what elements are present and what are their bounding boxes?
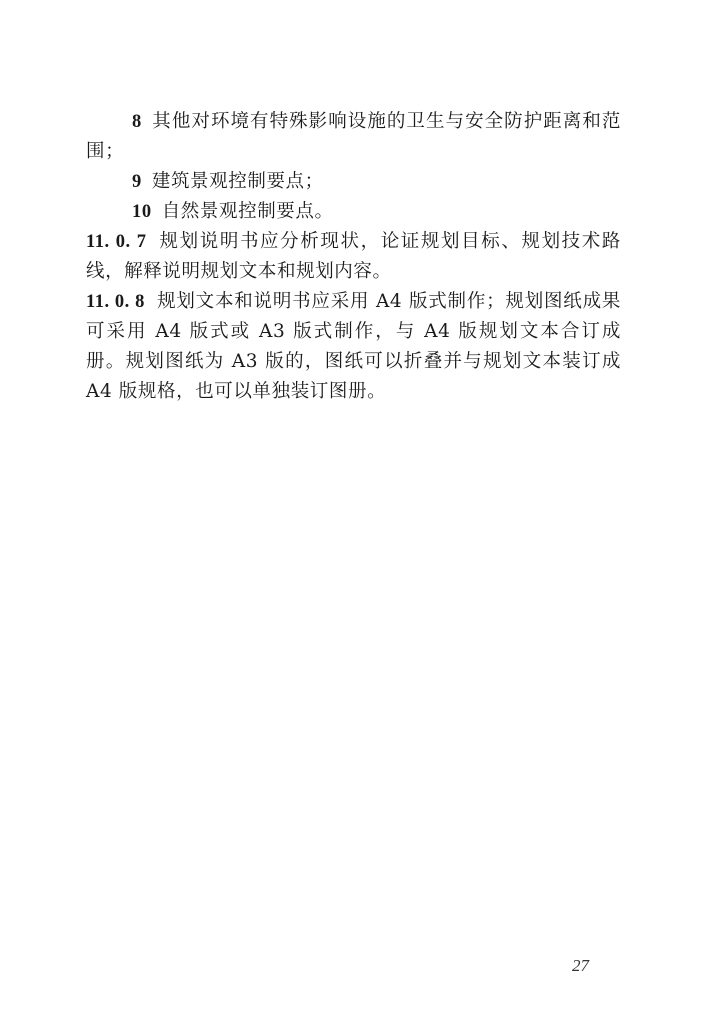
item-text: 建筑景观控制要点； — [151, 171, 324, 192]
page-number: 27 — [572, 956, 589, 975]
clause-11-0-8 — [86, 287, 621, 407]
item-number: 8 — [132, 112, 142, 132]
clause-text: 规划文本和说明书应采用 A4 版式制作；规划图纸成果可采用 A4 版式或 A3 版式制作，与 A4 版规划文本合订成册。规划图纸为 A3 版的，图纸可以折叠并与规划文本装订成 A4 版规格，也可以单独装订图册。 — [86, 291, 621, 402]
list-item-9 — [86, 167, 621, 197]
clause-number: 11. 0. 8 — [86, 292, 145, 312]
body-text — [86, 107, 621, 407]
clause-text: 规划说明书应分析现状，论证规划目标、规划技术路线，解释说明规划文本和规划内容。 — [86, 231, 621, 282]
clause-number: 11. 0. 7 — [86, 232, 147, 252]
item-text: 自然景观控制要点。 — [161, 201, 334, 222]
item-text: 其他对环境有特殊影响设施的卫生与安全防护距离和范围； — [86, 111, 621, 162]
item-number: 9 — [132, 172, 142, 192]
item-number: 10 — [132, 202, 152, 222]
clause-11-0-7 — [86, 227, 621, 287]
list-item-10 — [86, 197, 621, 227]
list-item-8 — [86, 107, 621, 167]
